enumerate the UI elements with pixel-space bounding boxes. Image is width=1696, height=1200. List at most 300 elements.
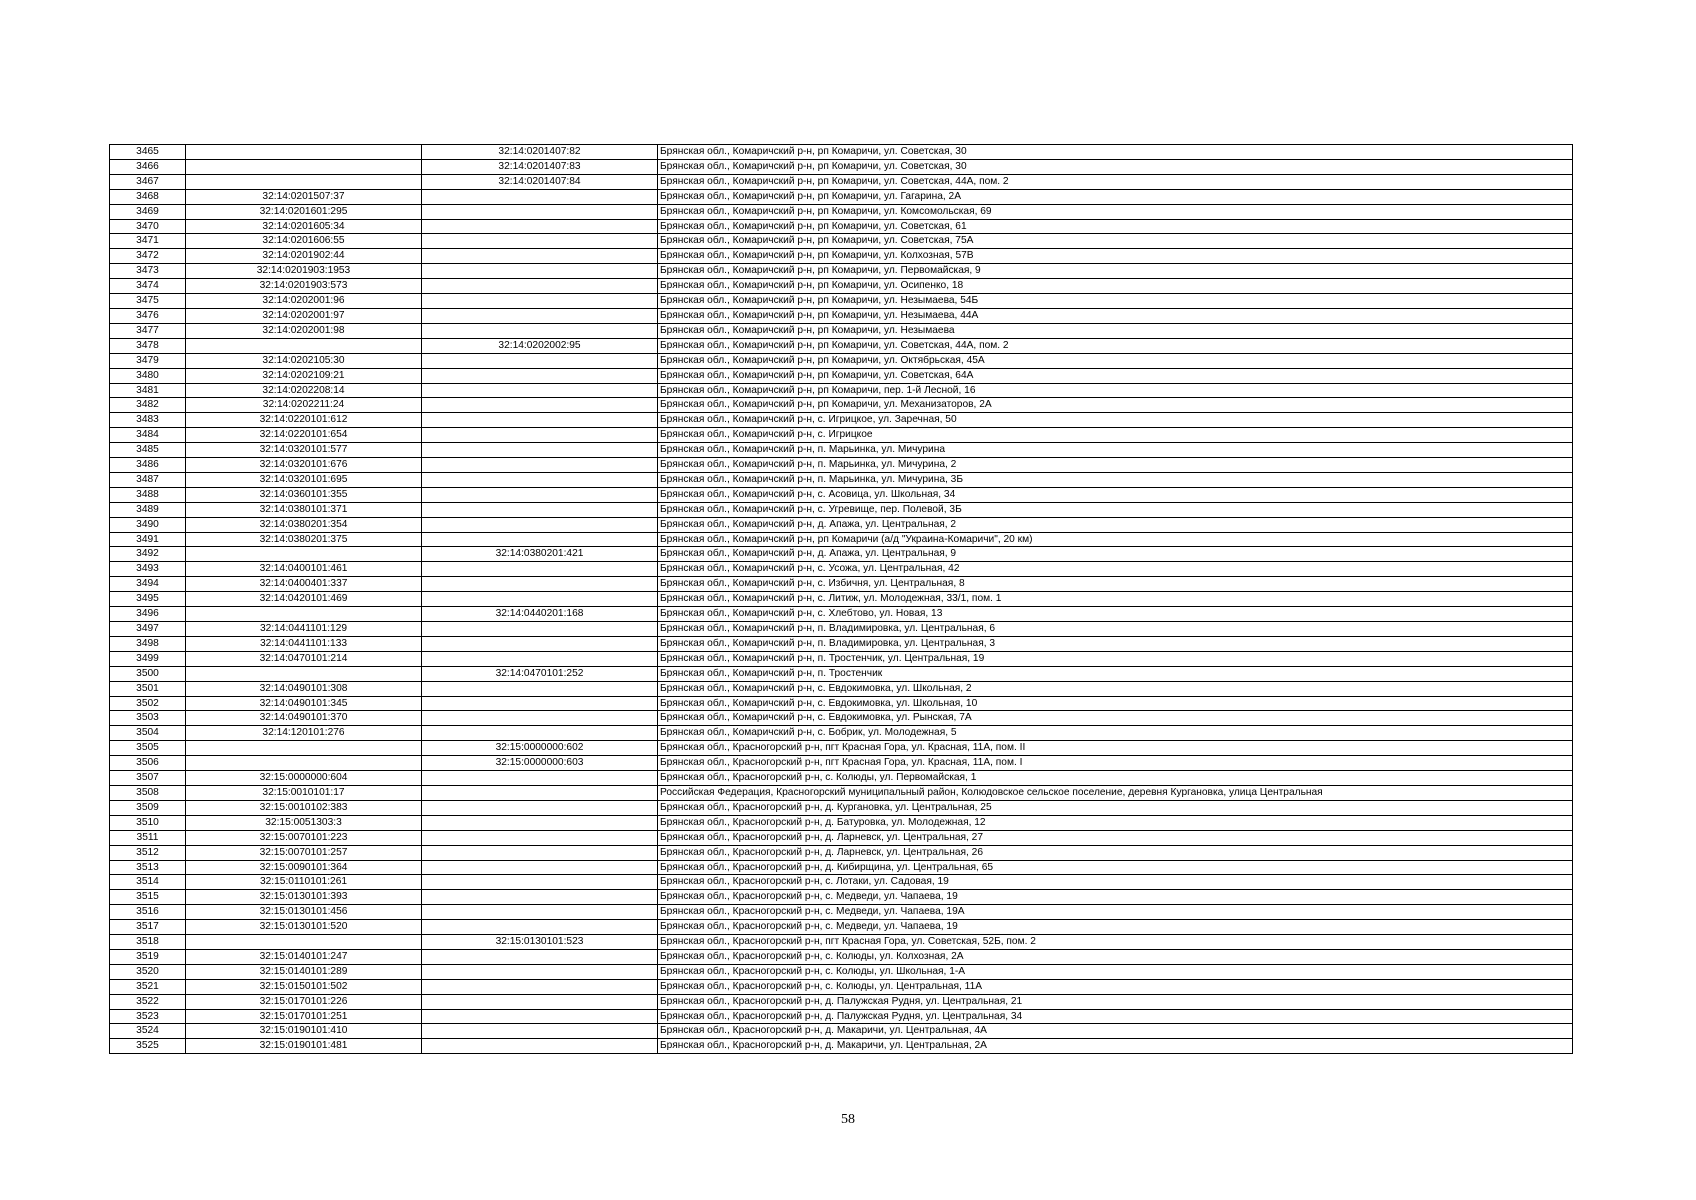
row-number-cell: 3515 xyxy=(110,890,186,905)
row-number-cell: 3504 xyxy=(110,726,186,741)
cadastral-number-cell: 32:14:0202211:24 xyxy=(186,398,422,413)
row-number-cell: 3499 xyxy=(110,651,186,666)
address-cell: Брянская обл., Комаричский р-н, с. Игрицкое xyxy=(658,428,1573,443)
address-cell: Брянская обл., Комаричский р-н, п. Владимировка, ул. Центральная, 6 xyxy=(658,622,1573,637)
premises-cadastral-number-cell xyxy=(422,636,658,651)
cadastral-number-cell xyxy=(186,666,422,681)
address-cell: Брянская обл., Комаричский р-н, с. Хлебтово, ул. Новая, 13 xyxy=(658,607,1573,622)
table-row xyxy=(110,413,1573,428)
row-number-cell: 3494 xyxy=(110,577,186,592)
premises-cadastral-number-cell xyxy=(422,413,658,428)
address-cell: Брянская обл., Комаричский р-н, рп Комаричи, ул. Советская, 61 xyxy=(658,219,1573,234)
table-row xyxy=(110,666,1573,681)
table-row xyxy=(110,174,1573,189)
row-number-cell: 3469 xyxy=(110,204,186,219)
cadastral-number-cell: 32:15:0170101:251 xyxy=(186,1009,422,1024)
address-cell: Брянская обл., Комаричский р-н, п. Владимировка, ул. Центральная, 3 xyxy=(658,636,1573,651)
address-cell: Брянская обл., Комаричский р-н, рп Комаричи, ул. Незымаева xyxy=(658,323,1573,338)
table-row xyxy=(110,607,1573,622)
premises-cadastral-number-cell xyxy=(422,562,658,577)
address-cell: Брянская обл., Красногорский р-н, с. Медведи, ул. Чапаева, 19 xyxy=(658,920,1573,935)
premises-cadastral-number-cell: 32:14:0440201:168 xyxy=(422,607,658,622)
address-cell: Брянская обл., Красногорский р-н, с. Медведи, ул. Чапаева, 19А xyxy=(658,905,1573,920)
premises-cadastral-number-cell xyxy=(422,428,658,443)
cadastral-number-cell: 32:14:0201507:37 xyxy=(186,189,422,204)
row-number-cell: 3491 xyxy=(110,532,186,547)
row-number-cell: 3503 xyxy=(110,711,186,726)
table-row xyxy=(110,234,1573,249)
table-row xyxy=(110,785,1573,800)
row-number-cell: 3483 xyxy=(110,413,186,428)
table-row xyxy=(110,726,1573,741)
cadastral-number-cell: 32:14:0201903:573 xyxy=(186,279,422,294)
address-cell: Брянская обл., Комаричский р-н, д. Апажа, ул. Центральная, 2 xyxy=(658,517,1573,532)
cadastral-number-cell: 32:14:0220101:654 xyxy=(186,428,422,443)
row-number-cell: 3468 xyxy=(110,189,186,204)
table-row xyxy=(110,159,1573,174)
cadastral-number-cell xyxy=(186,174,422,189)
table-row xyxy=(110,517,1573,532)
row-number-cell: 3506 xyxy=(110,756,186,771)
row-number-cell: 3514 xyxy=(110,875,186,890)
row-number-cell: 3523 xyxy=(110,1009,186,1024)
address-cell: Брянская обл., Комаричский р-н, рп Комаричи, ул. Советская, 75А xyxy=(658,234,1573,249)
cadastral-number-cell xyxy=(186,338,422,353)
cadastral-number-cell: 32:15:0140101:247 xyxy=(186,949,422,964)
premises-cadastral-number-cell xyxy=(422,502,658,517)
cadastral-number-cell: 32:14:0360101:355 xyxy=(186,487,422,502)
row-number-cell: 3486 xyxy=(110,458,186,473)
row-number-cell: 3525 xyxy=(110,1039,186,1054)
table-row xyxy=(110,845,1573,860)
premises-cadastral-number-cell: 32:15:0130101:523 xyxy=(422,935,658,950)
cadastral-number-cell: 32:14:0490101:370 xyxy=(186,711,422,726)
cadastral-number-cell: 32:14:0320101:676 xyxy=(186,458,422,473)
table-row xyxy=(110,562,1573,577)
address-cell: Брянская обл., Красногорский р-н, д. Ларневск, ул. Центральная, 27 xyxy=(658,830,1573,845)
address-cell: Брянская обл., Красногорский р-н, с. Колюды, ул. Центральная, 11А xyxy=(658,979,1573,994)
premises-cadastral-number-cell xyxy=(422,964,658,979)
cadastral-number-cell: 32:14:0420101:469 xyxy=(186,592,422,607)
table-row xyxy=(110,353,1573,368)
cadastral-number-cell xyxy=(186,935,422,950)
premises-cadastral-number-cell xyxy=(422,905,658,920)
premises-cadastral-number-cell xyxy=(422,443,658,458)
row-number-cell: 3470 xyxy=(110,219,186,234)
premises-cadastral-number-cell xyxy=(422,696,658,711)
table-row xyxy=(110,636,1573,651)
address-cell: Брянская обл., Комаричский р-н, рп Комаричи, ул. Советская, 64А xyxy=(658,368,1573,383)
premises-cadastral-number-cell: 32:14:0201407:83 xyxy=(422,159,658,174)
row-number-cell: 3521 xyxy=(110,979,186,994)
premises-cadastral-number-cell xyxy=(422,577,658,592)
cadastral-number-cell: 32:15:0010101:17 xyxy=(186,785,422,800)
premises-cadastral-number-cell: 32:14:0470101:252 xyxy=(422,666,658,681)
premises-cadastral-number-cell xyxy=(422,264,658,279)
row-number-cell: 3481 xyxy=(110,383,186,398)
row-number-cell: 3465 xyxy=(110,145,186,160)
row-number-cell: 3511 xyxy=(110,830,186,845)
premises-cadastral-number-cell: 32:15:0000000:603 xyxy=(422,756,658,771)
address-cell: Брянская обл., Красногорский р-н, с. Колюды, ул. Колхозная, 2А xyxy=(658,949,1573,964)
row-number-cell: 3482 xyxy=(110,398,186,413)
premises-cadastral-number-cell: 32:14:0201407:84 xyxy=(422,174,658,189)
address-cell: Брянская обл., Комаричский р-н, с. Евдокимовка, ул. Школьная, 10 xyxy=(658,696,1573,711)
table-row xyxy=(110,711,1573,726)
table-row xyxy=(110,949,1573,964)
address-cell: Брянская обл., Комаричский р-н, рп Комаричи, ул. Октябрьская, 45А xyxy=(658,353,1573,368)
premises-cadastral-number-cell xyxy=(422,487,658,502)
premises-cadastral-number-cell xyxy=(422,189,658,204)
row-number-cell: 3501 xyxy=(110,681,186,696)
table-row xyxy=(110,681,1573,696)
row-number-cell: 3510 xyxy=(110,815,186,830)
address-cell: Брянская обл., Красногорский р-н, с. Колюды, ул. Первомайская, 1 xyxy=(658,771,1573,786)
cadastral-number-cell: 32:15:0190101:410 xyxy=(186,1024,422,1039)
table-row xyxy=(110,502,1573,517)
row-number-cell: 3466 xyxy=(110,159,186,174)
premises-cadastral-number-cell xyxy=(422,368,658,383)
premises-cadastral-number-cell xyxy=(422,681,658,696)
address-cell: Брянская обл., Комаричский р-н, с. Угревище, пер. Полевой, 3Б xyxy=(658,502,1573,517)
address-cell: Брянская обл., Красногорский р-н, пгт Красная Гора, ул. Советская, 52Б, пом. 2 xyxy=(658,935,1573,950)
table-row xyxy=(110,920,1573,935)
table-row xyxy=(110,428,1573,443)
premises-cadastral-number-cell: 32:14:0202002:95 xyxy=(422,338,658,353)
table-row xyxy=(110,398,1573,413)
premises-cadastral-number-cell xyxy=(422,622,658,637)
row-number-cell: 3508 xyxy=(110,785,186,800)
cadastral-number-cell: 32:14:0441101:133 xyxy=(186,636,422,651)
cadastral-number-cell xyxy=(186,756,422,771)
premises-cadastral-number-cell xyxy=(422,949,658,964)
address-cell: Брянская обл., Красногорский р-н, д. Макаричи, ул. Центральная, 4А xyxy=(658,1024,1573,1039)
premises-cadastral-number-cell xyxy=(422,860,658,875)
address-cell: Брянская обл., Красногорский р-н, д. Макаричи, ул. Центральная, 2А xyxy=(658,1039,1573,1054)
cadastral-number-cell: 32:14:120101:276 xyxy=(186,726,422,741)
cadastral-number-cell: 32:14:0490101:345 xyxy=(186,696,422,711)
premises-cadastral-number-cell xyxy=(422,383,658,398)
cadastral-number-cell: 32:14:0202109:21 xyxy=(186,368,422,383)
row-number-cell: 3480 xyxy=(110,368,186,383)
table-row xyxy=(110,741,1573,756)
premises-cadastral-number-cell xyxy=(422,234,658,249)
premises-cadastral-number-cell xyxy=(422,1009,658,1024)
address-cell: Брянская обл., Комаричский р-н, рп Комаричи, ул. Комсомольская, 69 xyxy=(658,204,1573,219)
table-row xyxy=(110,308,1573,323)
row-number-cell: 3516 xyxy=(110,905,186,920)
table-row xyxy=(110,323,1573,338)
premises-cadastral-number-cell xyxy=(422,308,658,323)
address-cell: Брянская обл., Комаричский р-н, с. Игрицкое, ул. Заречная, 50 xyxy=(658,413,1573,428)
address-cell: Брянская обл., Красногорский р-н, д. Ларневск, ул. Центральная, 26 xyxy=(658,845,1573,860)
table-row xyxy=(110,890,1573,905)
address-cell: Брянская обл., Комаричский р-н, рп Комаричи, ул. Незымаева, 54Б xyxy=(658,294,1573,309)
row-number-cell: 3471 xyxy=(110,234,186,249)
address-cell: Брянская обл., Красногорский р-н, с. Медведи, ул. Чапаева, 19 xyxy=(658,890,1573,905)
premises-cadastral-number-cell xyxy=(422,1024,658,1039)
address-cell: Брянская обл., Комаричский р-н, рп Комаричи, ул. Советская, 30 xyxy=(658,159,1573,174)
address-cell: Брянская обл., Комаричский р-н, п. Марьинка, ул. Мичурина, 2 xyxy=(658,458,1573,473)
table-row xyxy=(110,1039,1573,1054)
table-row xyxy=(110,592,1573,607)
row-number-cell: 3517 xyxy=(110,920,186,935)
row-number-cell: 3509 xyxy=(110,800,186,815)
address-cell: Брянская обл., Комаричский р-н, рп Комаричи, пер. 1-й Лесной, 16 xyxy=(658,383,1573,398)
address-cell: Брянская обл., Комаричский р-н, рп Комаричи, ул. Осипенко, 18 xyxy=(658,279,1573,294)
row-number-cell: 3487 xyxy=(110,472,186,487)
cadastral-number-cell: 32:15:0130101:393 xyxy=(186,890,422,905)
table-row xyxy=(110,1009,1573,1024)
row-number-cell: 3518 xyxy=(110,935,186,950)
table-row xyxy=(110,383,1573,398)
row-number-cell: 3497 xyxy=(110,622,186,637)
row-number-cell: 3490 xyxy=(110,517,186,532)
premises-cadastral-number-cell: 32:14:0380201:421 xyxy=(422,547,658,562)
address-cell: Брянская обл., Красногорский р-н, д. Палужская Рудня, ул. Центральная, 34 xyxy=(658,1009,1573,1024)
address-cell: Брянская обл., Комаричский р-н, п. Тростенчик, ул. Центральная, 19 xyxy=(658,651,1573,666)
cadastral-number-cell: 32:15:0190101:481 xyxy=(186,1039,422,1054)
row-number-cell: 3479 xyxy=(110,353,186,368)
premises-cadastral-number-cell xyxy=(422,249,658,264)
cadastral-number-cell: 32:14:0380201:375 xyxy=(186,532,422,547)
address-cell: Брянская обл., Комаричский р-н, рп Комаричи, ул. Первомайская, 9 xyxy=(658,264,1573,279)
row-number-cell: 3512 xyxy=(110,845,186,860)
table-row xyxy=(110,189,1573,204)
cadastral-number-cell xyxy=(186,145,422,160)
address-cell: Брянская обл., Красногорский р-н, пгт Красная Гора, ул. Красная, 11А, пом. II xyxy=(658,741,1573,756)
address-cell: Брянская обл., Красногорский р-н, д. Кургановка, ул. Центральная, 25 xyxy=(658,800,1573,815)
address-cell: Брянская обл., Комаричский р-н, рп Комаричи, ул. Гагарина, 2А xyxy=(658,189,1573,204)
row-number-cell: 3488 xyxy=(110,487,186,502)
premises-cadastral-number-cell xyxy=(422,592,658,607)
address-cell: Брянская обл., Комаричский р-н, с. Усожа, ул. Центральная, 42 xyxy=(658,562,1573,577)
cadastral-number-cell xyxy=(186,607,422,622)
cadastral-number-cell: 32:14:0201902:44 xyxy=(186,249,422,264)
table-row xyxy=(110,532,1573,547)
premises-cadastral-number-cell xyxy=(422,219,658,234)
premises-cadastral-number-cell xyxy=(422,517,658,532)
cadastral-number-cell: 32:14:0490101:308 xyxy=(186,681,422,696)
row-number-cell: 3476 xyxy=(110,308,186,323)
row-number-cell: 3520 xyxy=(110,964,186,979)
table-row xyxy=(110,756,1573,771)
premises-cadastral-number-cell xyxy=(422,532,658,547)
cadastral-number-cell: 32:14:0201601:295 xyxy=(186,204,422,219)
cadastral-number-cell: 32:14:0380101:371 xyxy=(186,502,422,517)
table-row xyxy=(110,472,1573,487)
cadastral-number-cell: 32:14:0202105:30 xyxy=(186,353,422,368)
cadastral-number-cell: 32:15:0051303:3 xyxy=(186,815,422,830)
premises-cadastral-number-cell xyxy=(422,711,658,726)
address-cell: Брянская обл., Комаричский р-н, п. Марьинка, ул. Мичурина xyxy=(658,443,1573,458)
premises-cadastral-number-cell xyxy=(422,651,658,666)
table-row xyxy=(110,368,1573,383)
row-number-cell: 3500 xyxy=(110,666,186,681)
cadastral-number-cell: 32:14:0201606:55 xyxy=(186,234,422,249)
address-cell: Брянская обл., Комаричский р-н, рп Комаричи, ул. Советская, 44А, пом. 2 xyxy=(658,338,1573,353)
address-cell: Брянская обл., Комаричский р-н, с. Литиж, ул. Молодежная, 33/1, пом. 1 xyxy=(658,592,1573,607)
table-row xyxy=(110,458,1573,473)
cadastral-number-cell: 32:15:0000000:604 xyxy=(186,771,422,786)
table-row xyxy=(110,577,1573,592)
cadastral-number-cell xyxy=(186,741,422,756)
cadastral-number-cell: 32:14:0202001:96 xyxy=(186,294,422,309)
table-row xyxy=(110,935,1573,950)
table-row xyxy=(110,860,1573,875)
row-number-cell: 3473 xyxy=(110,264,186,279)
table-row xyxy=(110,815,1573,830)
cadastral-number-cell: 32:15:0140101:289 xyxy=(186,964,422,979)
address-cell: Российская Федерация, Красногорский муниципальный район, Колюдовское сельское поселение, деревня Кургановка, улица Центральная xyxy=(658,785,1573,800)
premises-cadastral-number-cell xyxy=(422,890,658,905)
row-number-cell: 3477 xyxy=(110,323,186,338)
cadastral-number-cell: 32:15:0090101:364 xyxy=(186,860,422,875)
premises-cadastral-number-cell xyxy=(422,845,658,860)
row-number-cell: 3492 xyxy=(110,547,186,562)
cadastral-number-cell: 32:14:0400101:461 xyxy=(186,562,422,577)
table-row xyxy=(110,338,1573,353)
table-row xyxy=(110,547,1573,562)
premises-cadastral-number-cell: 32:15:0000000:602 xyxy=(422,741,658,756)
address-cell: Брянская обл., Красногорский р-н, д. Кибирщина, ул. Центральная, 65 xyxy=(658,860,1573,875)
premises-cadastral-number-cell xyxy=(422,815,658,830)
row-number-cell: 3484 xyxy=(110,428,186,443)
address-cell: Брянская обл., Комаричский р-н, с. Бобрик, ул. Молодежная, 5 xyxy=(658,726,1573,741)
address-cell: Брянская обл., Красногорский р-н, д. Палужская Рудня, ул. Центральная, 21 xyxy=(658,994,1573,1009)
table-row xyxy=(110,696,1573,711)
row-number-cell: 3485 xyxy=(110,443,186,458)
registry-table xyxy=(109,144,1573,1054)
premises-cadastral-number-cell xyxy=(422,204,658,219)
address-cell: Брянская обл., Комаричский р-н, рп Комаричи (а/д "Украина-Комаричи", 20 км) xyxy=(658,532,1573,547)
premises-cadastral-number-cell xyxy=(422,279,658,294)
cadastral-number-cell: 32:15:0010102:383 xyxy=(186,800,422,815)
premises-cadastral-number-cell xyxy=(422,458,658,473)
table-row xyxy=(110,443,1573,458)
row-number-cell: 3493 xyxy=(110,562,186,577)
table-row xyxy=(110,145,1573,160)
table-row xyxy=(110,1024,1573,1039)
address-cell: Брянская обл., Комаричский р-н, рп Комаричи, ул. Советская, 44А, пом. 2 xyxy=(658,174,1573,189)
table-row xyxy=(110,622,1573,637)
table-row xyxy=(110,487,1573,502)
premises-cadastral-number-cell xyxy=(422,994,658,1009)
premises-cadastral-number-cell: 32:14:0201407:82 xyxy=(422,145,658,160)
cadastral-number-cell xyxy=(186,547,422,562)
page-number: 58 xyxy=(841,1112,855,1127)
row-number-cell: 3496 xyxy=(110,607,186,622)
row-number-cell: 3524 xyxy=(110,1024,186,1039)
table-row xyxy=(110,204,1573,219)
cadastral-number-cell: 32:15:0130101:456 xyxy=(186,905,422,920)
cadastral-number-cell: 32:15:0130101:520 xyxy=(186,920,422,935)
row-number-cell: 3495 xyxy=(110,592,186,607)
premises-cadastral-number-cell xyxy=(422,785,658,800)
row-number-cell: 3467 xyxy=(110,174,186,189)
table-row xyxy=(110,249,1573,264)
row-number-cell: 3489 xyxy=(110,502,186,517)
row-number-cell: 3507 xyxy=(110,771,186,786)
cadastral-number-cell: 32:14:0201605:34 xyxy=(186,219,422,234)
cadastral-number-cell: 32:15:0170101:226 xyxy=(186,994,422,1009)
premises-cadastral-number-cell xyxy=(422,726,658,741)
table-row xyxy=(110,219,1573,234)
premises-cadastral-number-cell xyxy=(422,875,658,890)
premises-cadastral-number-cell xyxy=(422,800,658,815)
cadastral-number-cell: 32:14:0202208:14 xyxy=(186,383,422,398)
premises-cadastral-number-cell xyxy=(422,323,658,338)
address-cell: Брянская обл., Комаричский р-н, рп Комаричи, ул. Механизаторов, 2А xyxy=(658,398,1573,413)
address-cell: Брянская обл., Комаричский р-н, п. Марьинка, ул. Мичурина, 3Б xyxy=(658,472,1573,487)
registry-table-body xyxy=(110,145,1573,1054)
cadastral-number-cell: 32:14:0441101:129 xyxy=(186,622,422,637)
cadastral-number-cell: 32:15:0070101:257 xyxy=(186,845,422,860)
premises-cadastral-number-cell xyxy=(422,472,658,487)
address-cell: Брянская обл., Комаричский р-н, рп Комаричи, ул. Колхозная, 57В xyxy=(658,249,1573,264)
table-row xyxy=(110,964,1573,979)
address-cell: Брянская обл., Комаричский р-н, д. Апажа, ул. Центральная, 9 xyxy=(658,547,1573,562)
table-row xyxy=(110,905,1573,920)
table-row xyxy=(110,279,1573,294)
table-row xyxy=(110,800,1573,815)
cadastral-number-cell: 32:14:0380201:354 xyxy=(186,517,422,532)
premises-cadastral-number-cell xyxy=(422,920,658,935)
row-number-cell: 3513 xyxy=(110,860,186,875)
row-number-cell: 3475 xyxy=(110,294,186,309)
cadastral-number-cell: 32:15:0150101:502 xyxy=(186,979,422,994)
cadastral-number-cell: 32:14:0220101:612 xyxy=(186,413,422,428)
row-number-cell: 3505 xyxy=(110,741,186,756)
premises-cadastral-number-cell xyxy=(422,353,658,368)
address-cell: Брянская обл., Комаричский р-н, с. Евдокимовка, ул. Школьная, 2 xyxy=(658,681,1573,696)
row-number-cell: 3522 xyxy=(110,994,186,1009)
table-row xyxy=(110,994,1573,1009)
row-number-cell: 3472 xyxy=(110,249,186,264)
address-cell: Брянская обл., Красногорский р-н, с. Лотаки, ул. Садовая, 19 xyxy=(658,875,1573,890)
table-row xyxy=(110,979,1573,994)
row-number-cell: 3474 xyxy=(110,279,186,294)
address-cell: Брянская обл., Комаричский р-н, рп Комаричи, ул. Советская, 30 xyxy=(658,145,1573,160)
cadastral-number-cell: 32:14:0400401:337 xyxy=(186,577,422,592)
table-row xyxy=(110,294,1573,309)
table-row xyxy=(110,771,1573,786)
premises-cadastral-number-cell xyxy=(422,771,658,786)
row-number-cell: 3498 xyxy=(110,636,186,651)
table-row xyxy=(110,830,1573,845)
premises-cadastral-number-cell xyxy=(422,830,658,845)
row-number-cell: 3519 xyxy=(110,949,186,964)
address-cell: Брянская обл., Комаричский р-н, с. Евдокимовка, ул. Рынская, 7А xyxy=(658,711,1573,726)
row-number-cell: 3478 xyxy=(110,338,186,353)
address-cell: Брянская обл., Комаричский р-н, п. Тростенчик xyxy=(658,666,1573,681)
address-cell: Брянская обл., Комаричский р-н, рп Комаричи, ул. Незымаева, 44А xyxy=(658,308,1573,323)
cadastral-number-cell: 32:14:0202001:98 xyxy=(186,323,422,338)
premises-cadastral-number-cell xyxy=(422,979,658,994)
table-row xyxy=(110,875,1573,890)
cadastral-number-cell: 32:14:0320101:695 xyxy=(186,472,422,487)
address-cell: Брянская обл., Комаричский р-н, с. Асовица, ул. Школьная, 34 xyxy=(658,487,1573,502)
premises-cadastral-number-cell xyxy=(422,294,658,309)
cadastral-number-cell: 32:14:0201903:1953 xyxy=(186,264,422,279)
cadastral-number-cell: 32:14:0202001:97 xyxy=(186,308,422,323)
cadastral-number-cell: 32:15:0070101:223 xyxy=(186,830,422,845)
cadastral-number-cell: 32:15:0110101:261 xyxy=(186,875,422,890)
address-cell: Брянская обл., Комаричский р-н, с. Избичня, ул. Центральная, 8 xyxy=(658,577,1573,592)
cadastral-number-cell xyxy=(186,159,422,174)
premises-cadastral-number-cell xyxy=(422,398,658,413)
address-cell: Брянская обл., Красногорский р-н, пгт Красная Гора, ул. Красная, 11А, пом. I xyxy=(658,756,1573,771)
